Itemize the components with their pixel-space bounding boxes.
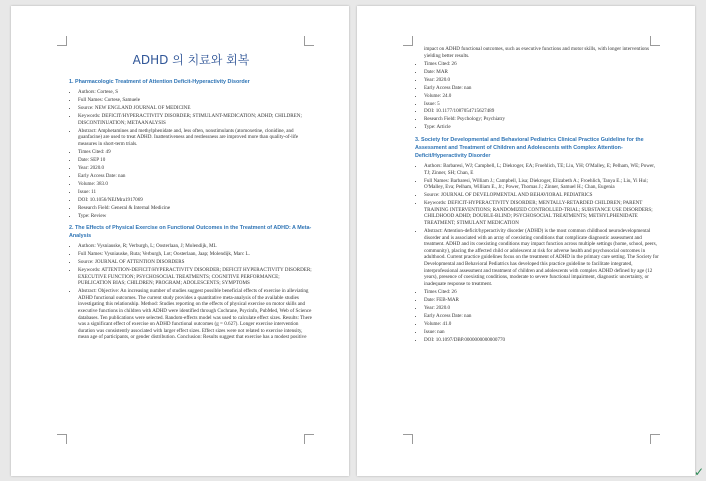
article-heading: 1. Pharmacologic Treatment of Attention Deficit-Hyperactivity Disorder (69, 79, 250, 85)
field-item: • Full Names: Vysniauske, Ruta; Verburgh, Lot; Oosterlaan, Jaap; Molendijk, Marc L. (78, 251, 313, 258)
field-item: • Issue: 11 (78, 189, 313, 196)
field-item: • Abstract: Objective: An increasing number of studies suggest possible beneficial effects of exercise in alleviating ADHD functional outcomes. The current study provides a quantitative meta-analysis of the available studies investigating this relationship. Method: Studies reporting on the effects of physical exercise on motor skills and executive functions in children with ADHD were identified through Cochrane, Psycinfo, PubMed, Web of Science databases. Ten publications were selected. Random-effects model was used to calculate effect sizes. Results: There was a significant effect of exercise on ADHD functional outcomes (g = 0.627). Longer exercise intervention duration was consistently associated with larger effect sizes. Effect sizes were not related to exercise intensity, mean age of participants, or gender distribution. Conclusion: Results suggest that exercise has a modest positive (78, 288, 313, 341)
article-fields (415, 163, 659, 343)
field-item: • Full Names: Cortese, Samuele (78, 97, 313, 104)
field-item: • Year: 2020.0 (424, 305, 659, 312)
crop-mark (403, 434, 413, 444)
page-2-body (415, 46, 659, 345)
field-item: • Source: JOURNAL OF DEVELOPMENTAL AND BEHAVIORAL PEDIATRICS (424, 192, 659, 199)
article-fields (69, 89, 313, 219)
field-item: • Times Cited: 49 (78, 149, 313, 156)
field-item: • Year: 2020.0 (424, 77, 659, 84)
crop-mark (403, 36, 413, 46)
field-item: • Issue: nan (424, 329, 659, 336)
field-item: • DOI: 10.1177/1087054715627489 (424, 108, 659, 115)
field-item: • Source: NEW ENGLAND JOURNAL OF MEDICINE (78, 105, 313, 112)
field-item: • Keywords: DEFICIT/HYPERACTIVITY DISORDER; STIMULANT-MEDICATION; ADHD; CHILDREN; DISCONTINUATION; METAANALYSIS (78, 113, 313, 126)
field-item: • Type: Review (78, 213, 313, 220)
document-page-2 (357, 6, 695, 476)
field-item: • Times Cited: 26 (424, 289, 659, 296)
crop-mark (57, 36, 67, 46)
field-item: • DOI: 10.1097/DBP.0000000000000770 (424, 337, 659, 344)
field-item: • Keywords: ATTENTION-DEFICIT/HYPERACTIVITY DISORDER; DEFICIT HYPERACTIVITY DISORDER; EXECUTIVE FUNCTION; PSYCHOSOCIAL TREATMENTS; COGNITIVE PERFORMANCE; PUBLICATION BIAS; CHILDREN; PROGRAM; ADOLESCENTS; SYMPTOMS (78, 267, 313, 287)
field-item: • DOI: 10.1056/NEJMra1917069 (78, 197, 313, 204)
field-item: • Abstract: Attention-deficit/hyperactivity disorder (ADHD) is the most common childhood neurodevelopmental disorder and is associated with an array of coexisting conditions that complicate diagnostic assessment and treatment. ADHD and its coexisting conditions may impact function across multiple settings (home, school, peers, community), placing the affected child or adolescent at risk for adverse health and psychosocial outcomes in adulthood. Current practice guidelines focus on the treatment of ADHD in the primary care setting. The Society for Developmental and Behavioral Pediatrics has developed this practice guideline to facilitate integrated, interprofessional assessment and treatment of children and adolescents with complex ADHD defined by age (12 years), presence of coexisting conditions, moderate to severe functional impairment, diagnostic uncertainty, or inadequate response to treatment. (424, 228, 659, 287)
field-item: • Times Cited: 26 (424, 61, 659, 68)
abstract-continuation: impact on ADHD functional outcomes, such as executive functions and motor skills, with longer interventions yielding better results. (424, 46, 649, 59)
field-item: • Abstract: Amphetamines and methylphenidate and, less often, nonstimulants (atomoxetine, clonidine, and guanfacine) are used to treat ADHD. Inattentiveness and restlessness are improved more than quality-of-life measures in short-term trials. (78, 128, 313, 148)
page-1-body (69, 52, 313, 342)
crop-mark (650, 434, 660, 444)
field-item: • Volume: 383.0 (78, 181, 313, 188)
field-item: • Volume: 41.0 (424, 321, 659, 328)
field-item: • Authors: Barbaresi, WJ; Campbell, L; Diekroger, EA; Froehlich, TE; Liu, YH; O'Malley, E; Pelham, WE; Power, TJ; Zinner, SH; Chan, E (424, 163, 659, 176)
field-item: • Full Names: Barbaresi, William J.; Campbell, Lisa; Diekroger, Elizabeth A.; Froehlich, Tanya E.; Liu, Yi Hui; O'Malley, Eva; Pelham, William E., Jr.; Power, Thomas J.; Zinner, Samuel H.; Chan, Eugenia (424, 178, 659, 191)
field-item: • Authors: Vysniauske, R; Verburgh, L; Oosterlaan, J; Molendijk, ML (78, 243, 313, 250)
field-item: • Research Field: Psychology; Psychiatry (424, 116, 659, 123)
article-heading: 2. The Effects of Physical Exercise on Functional Outcomes in the Treatment of ADHD: A Meta-Analysis (69, 225, 312, 240)
field-item: • Date: MAR (424, 69, 659, 76)
crop-mark (304, 36, 314, 46)
crop-mark (57, 434, 67, 444)
article-fields (415, 61, 659, 131)
article-fields (69, 243, 313, 341)
field-item: • Source: JOURNAL OF ATTENTION DISORDERS (78, 259, 313, 266)
crop-mark (650, 36, 660, 46)
document-title: ADHD 의 치료와 회복 (132, 53, 250, 67)
field-item: • Research Field: General & Internal Medicine (78, 205, 313, 212)
field-item: • Issue: 5 (424, 101, 659, 108)
field-item: • Authors: Cortese, S (78, 89, 313, 96)
field-item: • Type: Article (424, 124, 659, 131)
article-heading: 3. Society for Developmental and Behavioral Pediatrics Clinical Practice Guideline for the Assessment and Treatment of Children and Adolescents with Complex Attention-Deficit/Hyperactivity Disorder (415, 137, 644, 160)
field-item: • Date: FEB-MAR (424, 297, 659, 304)
checkmark-icon: ✓ (693, 465, 704, 479)
document-page-1 (11, 6, 349, 476)
field-item: • Early Access Date: nan (424, 85, 659, 92)
field-item: • Early Access Date: nan (424, 313, 659, 320)
field-item: • Year: 2020.0 (78, 165, 313, 172)
field-item: • Keywords: DEFICIT-HYPERACTIVITY DISORDER; MENTALLY-RETARDED CHILDREN; PARENT TRAINING INTERVENTIONS; RANDOMIZED CONTROLLED-TRIAL; SUBSTANCE USE DISORDERS; CHILDHOOD ADHD; DOUBLE-BLIND; PSYCHOSOCIAL TREATMENTS; METHYLPHENIDATE TREATMENT; STIMULANT MEDICATION (424, 200, 659, 226)
crop-mark (304, 434, 314, 444)
field-item: • Early Access Date: nan (78, 173, 313, 180)
field-item: • Date: SEP 10 (78, 157, 313, 164)
field-item: • Volume: 24.0 (424, 93, 659, 100)
